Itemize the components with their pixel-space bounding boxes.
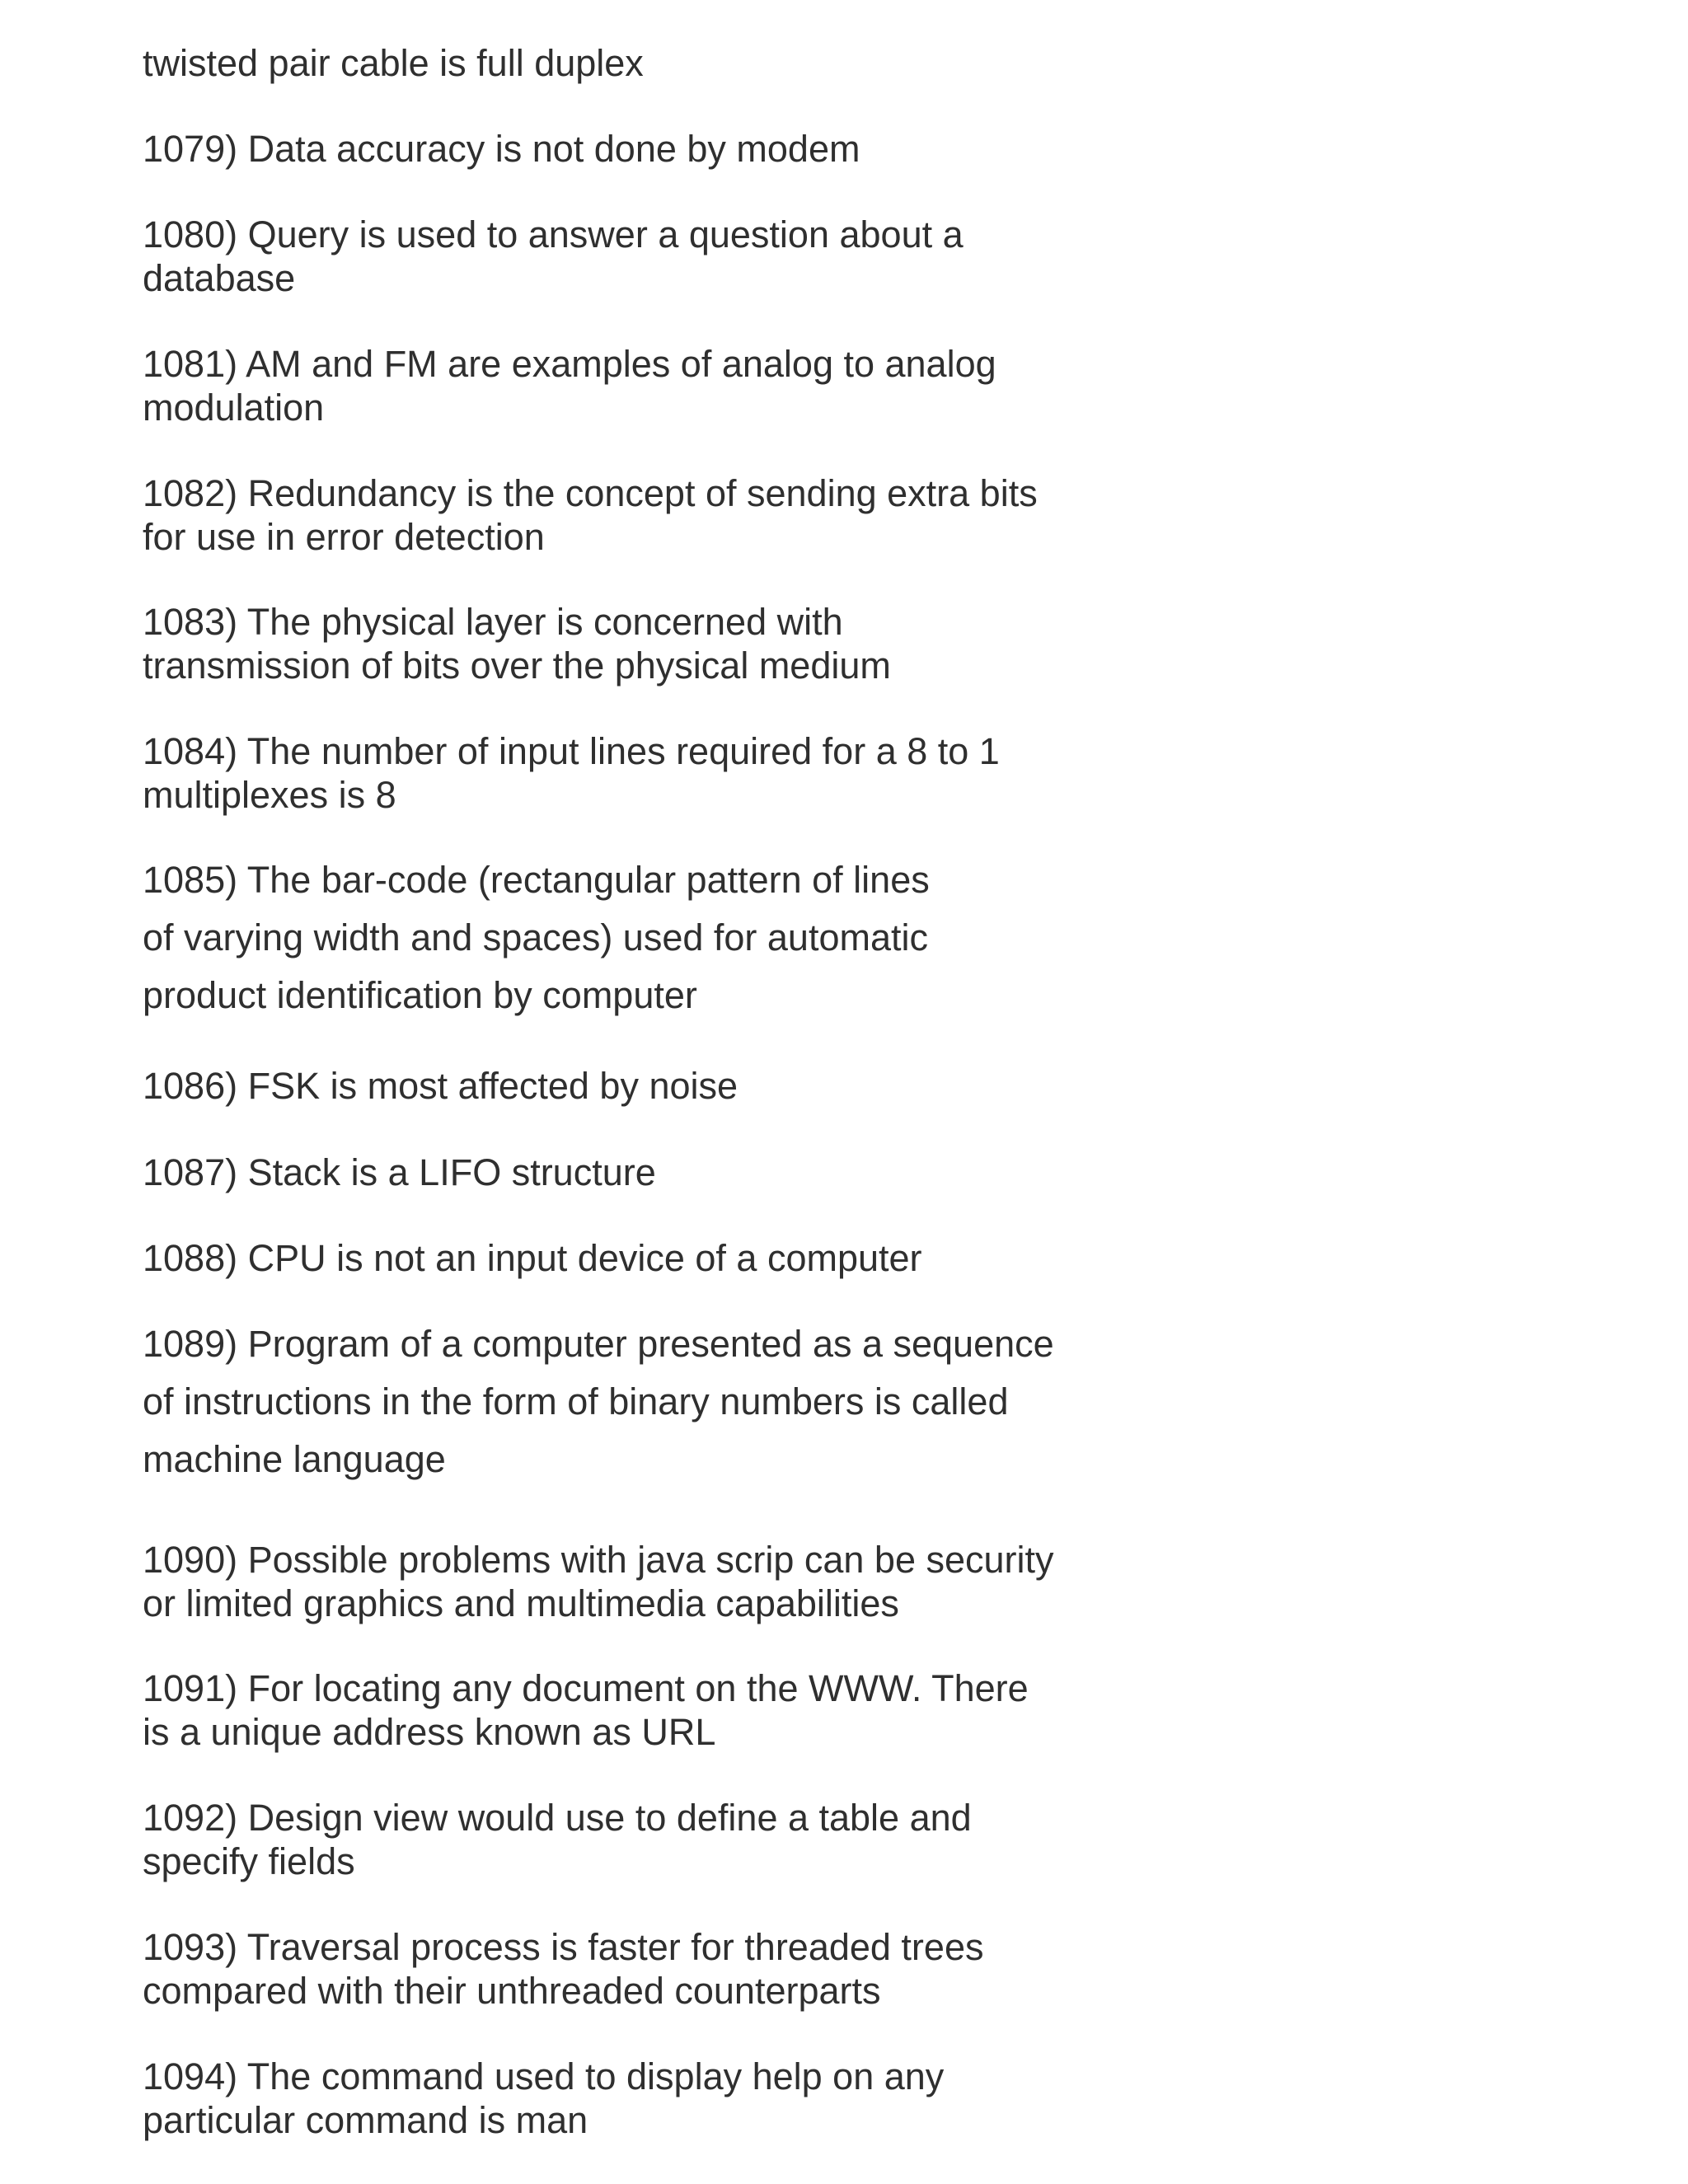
paragraph-line: 1087) Stack is a LIFO structure [143,1151,656,1193]
paragraph-1089 [143,1315,1115,1488]
paragraph-1092 [143,1796,1115,1883]
paragraph-line: compared with their unthreaded counterparts [143,1970,881,2012]
paragraph-line: modulation [143,387,325,429]
paragraph-line: of instructions in the form of binary numbers is called [143,1380,1009,1422]
paragraph-1081 [143,342,1115,429]
paragraph-line: 1093) Traversal process is faster for threaded trees [143,1926,984,1968]
paragraph-1091 [143,1666,1115,1754]
paragraph-1085 [143,851,1115,1024]
paragraph-1083 [143,600,1115,687]
paragraph-line: transmission of bits over the physical medium [143,644,891,687]
paragraph-1090 [143,1538,1115,1625]
paragraph-line: particular command is man [143,2099,588,2141]
paragraph-line: machine language [143,1438,446,1480]
paragraph-line: database [143,257,296,299]
paragraph-line: 1079) Data accuracy is not done by modem [143,128,860,170]
paragraph-line: 1082) Redundancy is the concept of sending extra bits [143,472,1038,514]
paragraph-line: specify fields [143,1840,355,1882]
paragraph-1084 [143,729,1115,817]
paragraph-line: or limited graphics and multimedia capabilities [143,1582,899,1624]
paragraph-1088 [143,1236,1115,1280]
paragraph-line: for use in error detection [143,516,545,558]
paragraph-line: 1083) The physical layer is concerned with [143,601,843,643]
paragraph-line: 1092) Design view would use to define a table and [143,1797,972,1839]
paragraph-1082 [143,471,1115,559]
paragraph-line: is a unique address known as URL [143,1711,716,1753]
paragraph-line: 1089) Program of a computer presented as a sequence [143,1323,1054,1365]
paragraph-line: multiplexes is 8 [143,774,396,816]
paragraph-line: 1094) The command used to display help on any [143,2055,945,2097]
paragraph-line: 1090) Possible problems with java scrip can be security [143,1539,1054,1581]
paragraph-1093 [143,1925,1115,2013]
paragraph-line: 1088) CPU is not an input device of a computer [143,1237,922,1279]
paragraph-line: 1091) For locating any document on the WWW. There [143,1667,1029,1709]
paragraph-1080 [143,213,1115,300]
paragraph-1079 [143,127,1115,171]
paragraph-line: 1084) The number of input lines required for a 8 to 1 [143,730,1000,772]
paragraph-line: product identification by computer [143,974,697,1016]
paragraph-line: 1081) AM and FM are examples of analog to analog [143,343,996,385]
paragraph-line: 1080) Query is used to answer a question about a [143,213,964,255]
paragraph-line: 1086) FSK is most affected by noise [143,1065,738,1107]
paragraph-1086 [143,1064,1115,1108]
paragraph-1087 [143,1151,1115,1194]
paragraph-twisted-pair [143,41,1115,85]
paragraph-1094 [143,2055,1115,2142]
paragraph-line: 1085) The bar-code (rectangular pattern of lines [143,859,930,901]
paragraph-line: twisted pair cable is full duplex [143,42,644,84]
paragraph-line: of varying width and spaces) used for automatic [143,916,928,958]
